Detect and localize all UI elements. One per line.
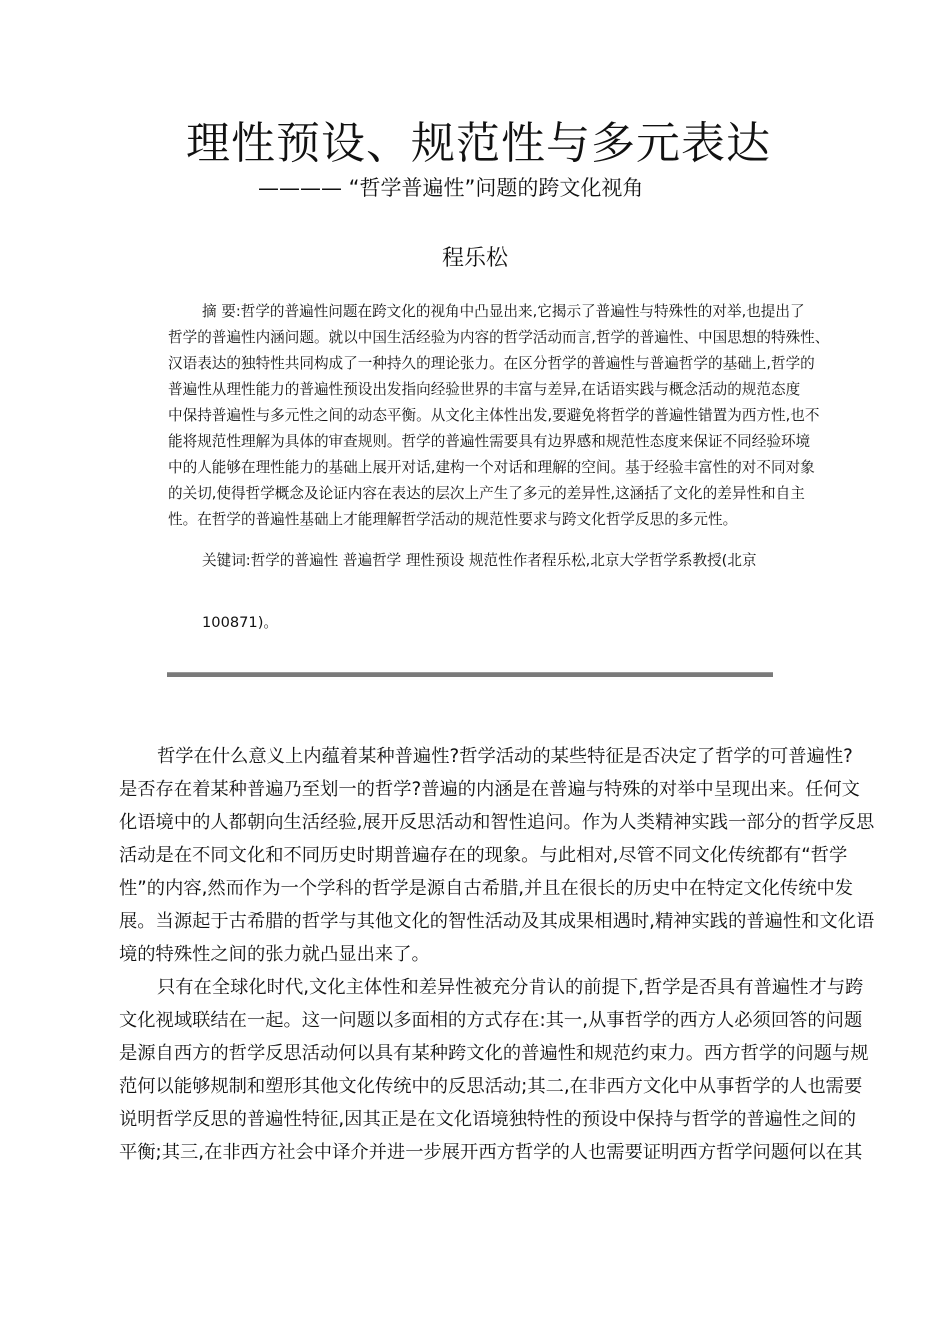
paragraph-1	[119, 740, 875, 971]
section-divider	[167, 672, 773, 677]
body-line: 是源自西方的哲学反思活动何以具有某种跨文化的普遍性和规范约束力。西方哲学的问题与规	[119, 1043, 869, 1064]
abstract-line: 中保持普遍性与多元性之间的动态平衡。从文化主体性出发,要避免将哲学的普遍性错置为西方性,也不	[168, 407, 820, 424]
abstract-line: 能将规范性理解为具体的审查规则。哲学的普遍性需要具有边界感和规范性态度来保证不同经验环境	[168, 433, 811, 450]
abstract	[168, 299, 836, 533]
abstract-line: 普遍性从理性能力的普遍性预设出发指向经验世界的丰富与差异,在话语实践与概念活动的规范态度	[168, 381, 801, 398]
body-line: 说明哲学反思的普遍性特征,因其正是在文化语境独特性的预设中保持与哲学的普遍性之间的	[119, 1109, 857, 1130]
postal-code-line: 100871)。	[202, 614, 278, 631]
body-text	[119, 740, 875, 1169]
body-line: 展。当源起于古希腊的哲学与其他文化的智性活动及其成果相遇时,精神实践的普遍性和文化语	[119, 911, 875, 932]
body-line: 平衡;其三,在非西方社会中译介并进一步展开西方哲学的人也需要证明西方哲学问题何以在其	[119, 1142, 863, 1163]
body-line: 性”的内容,然而作为一个学科的哲学是源自古希腊,并且在很长的历史中在特定文化传统中发	[119, 878, 854, 899]
body-line: 文化视域联结在一起。这一问题以多面相的方式存在:其一,从事哲学的西方人必须回答的问题	[119, 1010, 863, 1031]
abstract-line: 摘 要:哲学的普遍性问题在跨文化的视角中凸显出来,它揭示了普遍性与特殊性的对举,也提出了	[202, 303, 805, 320]
abstract-line: 的关切,使得哲学概念及论证内容在表达的层次上产生了多元的差异性,这涵括了文化的差异性和自主	[168, 485, 805, 502]
abstract-line: 性。在哲学的普遍性基础上才能理解哲学活动的规范性要求与跨文化哲学反思的多元性。	[168, 511, 738, 528]
body-line: 境的特殊性之间的张力就凸显出来了。	[119, 944, 430, 965]
abstract-line: 哲学的普遍性内涵问题。就以中国生活经验为内容的哲学活动而言,哲学的普遍性、中国思想的特殊性、	[168, 329, 830, 346]
body-line: 化语境中的人都朝向生活经验,展开反思活动和智性追问。作为人类精神实践一部分的哲学反思	[119, 812, 875, 833]
abstract-line: 汉语表达的独特性共同构成了一种持久的理论张力。在区分哲学的普遍性与普遍哲学的基础上,哲学的	[168, 355, 815, 372]
article-subtitle: ———— “哲学普遍性”问题的跨文化视角	[258, 176, 644, 200]
body-line: 活动是在不同文化和不同历史时期普遍存在的现象。与此相对,尽管不同文化传统都有“哲学	[119, 845, 848, 866]
paragraph-2	[119, 971, 869, 1169]
author-name: 程乐松	[441, 246, 508, 271]
body-line: 哲学在什么意义上内蕴着某种普遍性?哲学活动的某些特征是否决定了哲学的可普遍性?	[157, 746, 853, 767]
article-title: 理性预设、规范性与多元表达	[186, 118, 771, 169]
abstract-line: 中的人能够在理性能力的基础上展开对话,建构一个对话和理解的空间。基于经验丰富性的对不同对象	[168, 459, 815, 476]
body-line: 是否存在着某种普遍乃至划一的哲学?普遍的内涵是在普遍与特殊的对举中呈现出来。任何文	[119, 779, 860, 800]
body-line: 范何以能够规制和塑形其他文化传统中的反思活动;其二,在非西方文化中从事哲学的人也需要	[119, 1076, 863, 1097]
body-line: 只有在全球化时代,文化主体性和差异性被充分肯认的前提下,哲学是否具有普遍性才与跨	[157, 977, 864, 998]
keywords-line: 关键词:哲学的普遍性 普遍哲学 理性预设 规范性作者程乐松,北京大学哲学系教授(北京	[202, 552, 757, 569]
